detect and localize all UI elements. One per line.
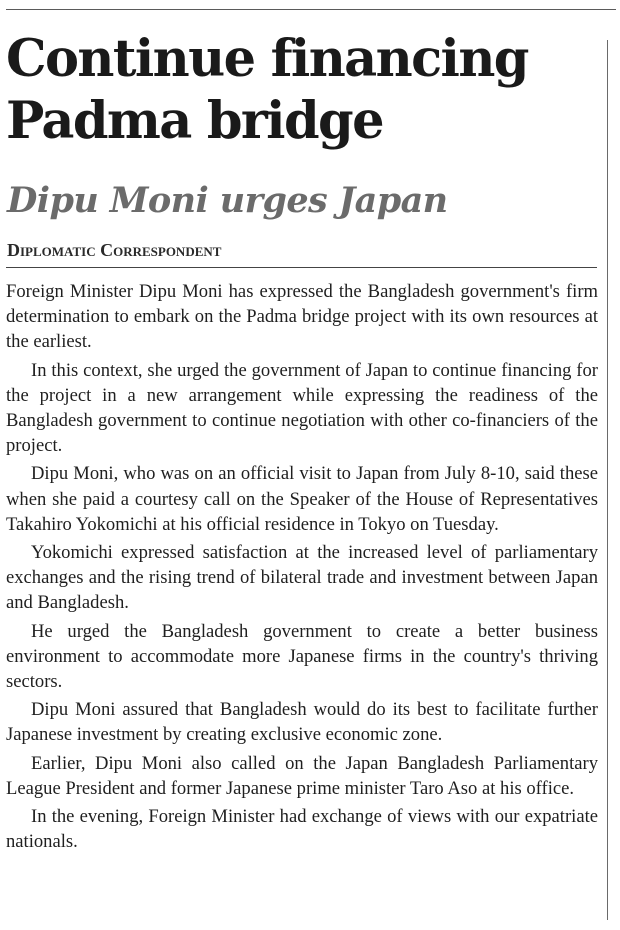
headline: Continue financing Padma bridge [6,29,528,151]
subheadline: Dipu Moni urges Japan [7,180,448,221]
top-rule [6,9,616,10]
byline: Diplomatic Correspondent [7,240,222,260]
paragraph-1: Foreign Minister Dipu Moni has expressed the Bangladesh government's firm determination to embark on the Padma bridge project with its own resources at the earliest. [6,281,598,353]
paragraph-6: Dipu Moni assured that Bangladesh would do its best to facilitate further Japanese investment by creating exclusive economic zone. [6,699,598,746]
paragraph-2: In this context, she urged the government of Japan to continue financing for the project in a new arrangement while expressing the readiness of the Bangladesh government to continue negotiation with other co-financiers of the project. [6,359,598,457]
paragraph-8: In the evening, Foreign Minister had exchange of views with our expatriate nationals. [6,806,598,853]
article-body [6,279,598,857]
byline-rule [6,267,597,268]
paragraph-4: Yokomichi expressed satisfaction at the increased level of parliamentary exchanges and the rising trend of bilateral trade and investment between Japan and Bangladesh. [6,542,598,614]
column-rule [607,40,608,920]
paragraph-7: Earlier, Dipu Moni also called on the Japan Bangladesh Parliamentary League President and former Japanese prime minister Taro Aso at his office. [6,752,598,799]
paragraph-5: He urged the Bangladesh government to create a better business environment to accommodate more Japanese firms in the country's thriving sectors. [6,620,598,693]
paragraph-3: Dipu Moni, who was on an official visit to Japan from July 8-10, said these when she paid a courtesy call on the Speaker of the House of Representatives Takahiro Yokomichi at his official residence in Tokyo on Tuesday. [6,463,598,535]
